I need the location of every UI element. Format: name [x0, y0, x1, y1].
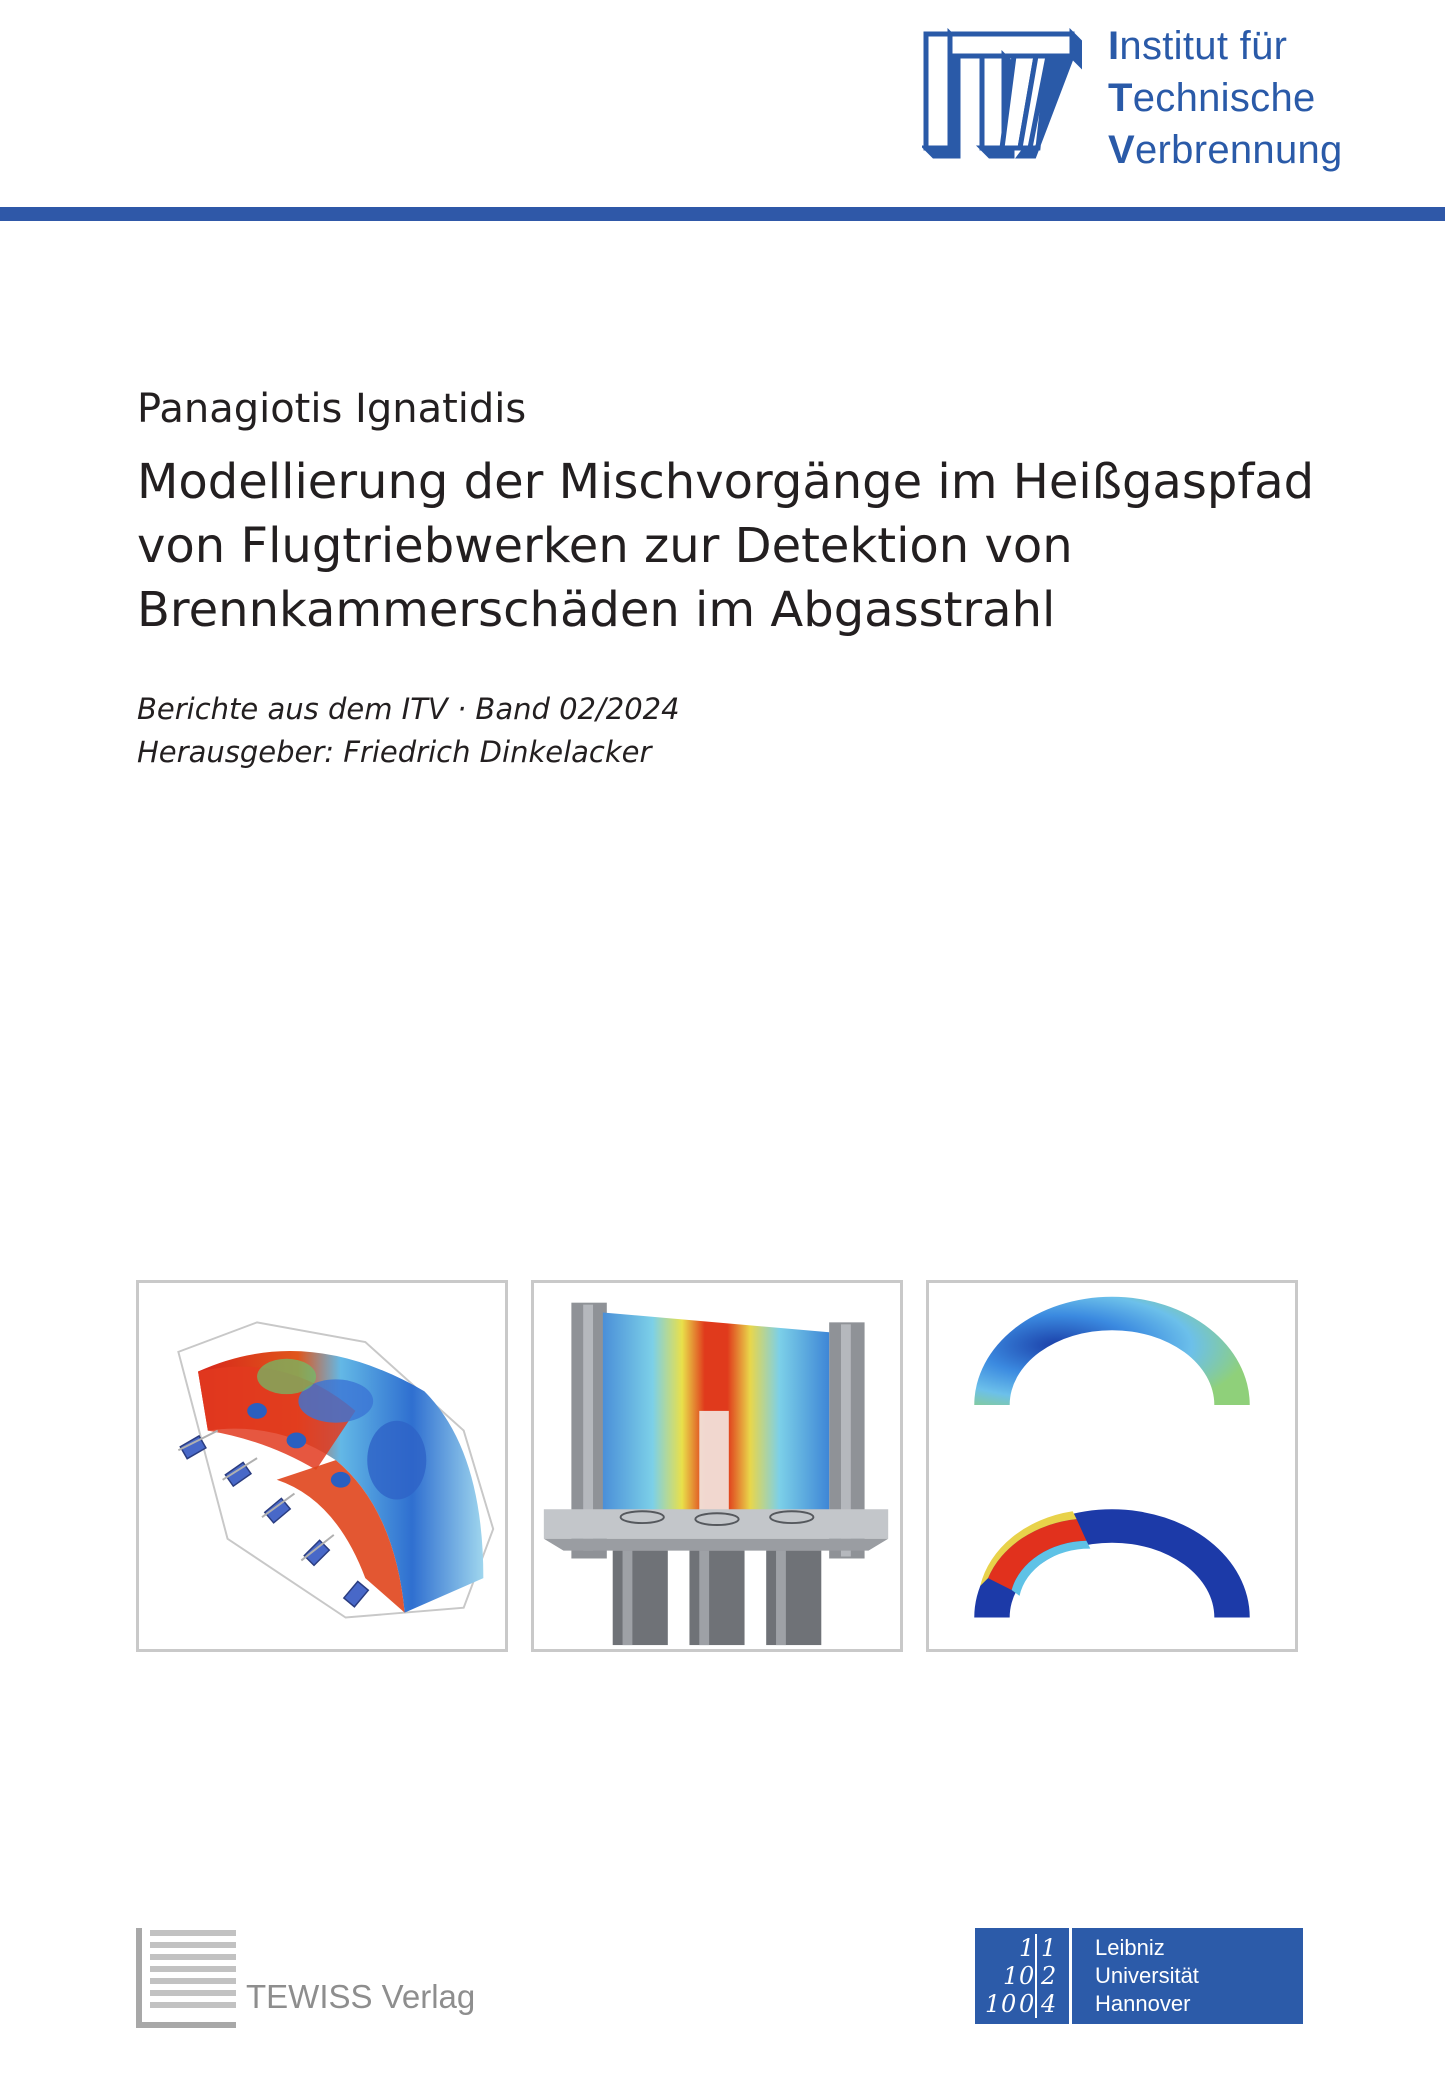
exhaust-cross-sections-image: [929, 1283, 1295, 1649]
publisher-name: TEWISS Verlag: [246, 1978, 476, 2015]
book-title: [137, 450, 1357, 642]
svg-text:2: 2: [1041, 1962, 1057, 1990]
svg-text:1: 1: [1041, 1934, 1057, 1962]
figure-exhaust-cross-sections: [926, 1280, 1298, 1652]
itv-logo-icon: [922, 28, 1082, 170]
luh-mark-icon: [975, 1928, 1067, 2024]
test-rig-image: [534, 1283, 900, 1649]
title-line: von Flugtriebwerken zur Detektion von: [137, 518, 1073, 574]
svg-text:0: 0: [1019, 1962, 1035, 1990]
header-rule: [0, 207, 1445, 221]
svg-text:4: 4: [1041, 1990, 1057, 2018]
tewiss-logo-icon: [136, 1928, 236, 2028]
university-name: Leibniz Universität Hannover: [1095, 1935, 1199, 2016]
svg-text:1: 1: [985, 1990, 1001, 2018]
institute-name-line-1: Institut für: [1108, 24, 1288, 68]
luh-logo: [975, 1928, 1303, 2024]
svg-text:0: 0: [1019, 1990, 1035, 2018]
annular-combustor-image: [139, 1283, 505, 1649]
svg-text:1: 1: [1019, 1934, 1035, 1962]
institute-name-line-2: Technische: [1108, 76, 1316, 120]
svg-text:0: 0: [1001, 1990, 1017, 2018]
series-volume: Berichte aus dem ITV · Band 02/2024: [137, 692, 680, 726]
title-line: Modellierung der Mischvorgänge im Heißgaspfad: [137, 454, 1315, 510]
title-line: Brennkammerschäden im Abgasstrahl: [137, 582, 1056, 638]
figure-annular-combustor: [136, 1280, 508, 1652]
svg-text:1: 1: [1003, 1962, 1019, 1990]
author-name: Panagiotis Ignatidis: [137, 386, 527, 432]
series-info: [137, 688, 680, 774]
editor: Herausgeber: Friedrich Dinkelacker: [137, 735, 652, 769]
figure-test-rig: [531, 1280, 903, 1652]
institute-name-line-3: Verbrennung: [1108, 128, 1343, 172]
